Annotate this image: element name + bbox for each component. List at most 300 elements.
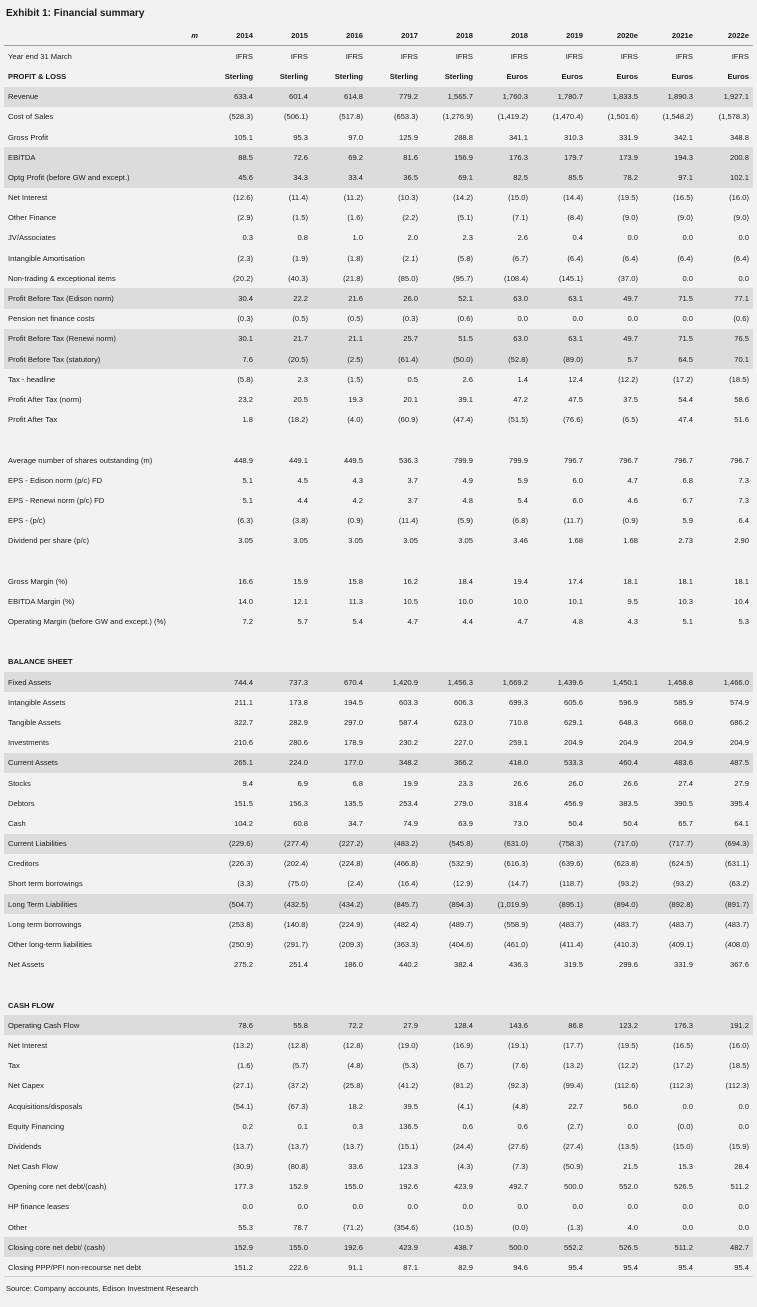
value-cell: [587, 995, 642, 1015]
value-cell: 3.05: [458, 536, 473, 546]
value-cell: 1,669.2: [477, 672, 532, 692]
value-cell: (504.7): [202, 894, 257, 914]
row-unit-cell: [172, 450, 202, 470]
value-cell: (16.4): [398, 879, 418, 889]
value-cell: (631.0): [477, 834, 532, 854]
value-cell: 1,890.3: [642, 87, 697, 107]
row-label: Creditors: [8, 859, 39, 869]
table-row: [4, 1237, 753, 1257]
value-cell: 26.6: [623, 778, 638, 788]
value-cell: (9.0): [622, 213, 638, 223]
value-cell: (92.3): [508, 1081, 528, 1091]
row-unit-cell: [172, 1217, 202, 1237]
row-unit-cell: [172, 773, 202, 793]
value-cell: (12.9): [453, 879, 473, 889]
row-label: Gross Margin (%): [8, 576, 68, 586]
value-cell: 0.0: [517, 314, 528, 324]
value-cell: 0.0: [242, 1202, 253, 1212]
value-cell: 500.0: [477, 1237, 532, 1257]
value-cell: (24.4): [453, 1141, 473, 1151]
value-cell: (0.5): [292, 314, 308, 324]
value-cell: 4.2: [352, 495, 363, 505]
row-label: Short term borrowings: [8, 879, 83, 889]
value-cell: (277.4): [257, 834, 312, 854]
row-unit-cell: [172, 1015, 202, 1035]
value-cell: (9.0): [677, 213, 693, 223]
value-cell: [202, 652, 257, 672]
spacer-cell: [4, 632, 753, 652]
value-cell: 39.1: [458, 394, 473, 404]
value-cell: 63.0: [477, 329, 532, 349]
value-cell: 0.0: [627, 1121, 638, 1131]
value-cell: 204.9: [618, 738, 638, 748]
table-row: [4, 208, 753, 228]
value-cell: 1,927.1: [697, 87, 753, 107]
row-unit-cell: [172, 1136, 202, 1156]
value-cell: (434.2): [312, 894, 367, 914]
value-cell: 603.3: [398, 697, 418, 707]
value-cell: 7.6: [202, 349, 257, 369]
table-row: [4, 934, 753, 954]
value-cell: (1.5): [292, 213, 308, 223]
row-unit-cell: [172, 874, 202, 894]
value-cell: 97.1: [642, 167, 697, 187]
row-label: Net Capex: [8, 1081, 44, 1091]
value-cell: (13.2): [233, 1040, 253, 1050]
value-cell: 796.7: [673, 455, 693, 465]
value-cell: (229.6): [202, 834, 257, 854]
value-cell: [697, 652, 753, 672]
value-cell: 348.2: [367, 753, 422, 773]
value-cell: 15.9: [293, 576, 308, 586]
value-cell: (3.3): [237, 879, 253, 889]
value-cell: 22.7: [568, 1101, 583, 1111]
value-cell: 605.6: [563, 697, 583, 707]
value-cell: 1.68: [568, 536, 583, 546]
value-cell: (528.3): [228, 112, 253, 122]
row-label: PROFIT & LOSS: [8, 71, 67, 81]
value-cell: (9.0): [733, 213, 749, 223]
value-cell: 26.0: [367, 288, 422, 308]
row-unit-cell: [172, 410, 202, 430]
value-cell: 73.0: [513, 818, 528, 828]
value-cell: 18.4: [458, 576, 473, 586]
value-cell: 3.05: [238, 536, 253, 546]
value-cell: 58.6: [734, 394, 749, 404]
value-cell: 796.7: [729, 455, 749, 465]
table-row: [4, 450, 753, 470]
value-cell: (410.3): [613, 940, 638, 950]
value-cell: 1,780.7: [532, 87, 587, 107]
table-row: [4, 531, 753, 551]
value-cell: 449.1: [288, 455, 308, 465]
value-cell: Sterling: [224, 71, 253, 81]
value-cell: 86.8: [532, 1015, 587, 1035]
section-header-row: [4, 66, 753, 86]
value-cell: 28.4: [734, 1162, 749, 1172]
value-cell: (482.4): [393, 919, 418, 929]
value-cell: 1.4: [517, 374, 528, 384]
value-cell: 0.6: [517, 1121, 528, 1131]
value-cell: 629.1: [563, 717, 583, 727]
row-unit-cell: [172, 208, 202, 228]
value-cell: 0.0: [352, 1202, 363, 1212]
table-row: [4, 228, 753, 248]
row-unit-cell: [172, 248, 202, 268]
value-cell: (14.7): [508, 879, 528, 889]
value-cell: 55.8: [257, 1015, 312, 1035]
row-label: EBITDA: [4, 147, 172, 167]
row-unit-cell: [172, 854, 202, 874]
value-cell: (1.6): [347, 213, 363, 223]
value-cell: 0.0: [738, 1121, 749, 1131]
value-cell: 151.2: [233, 1263, 253, 1273]
value-cell: 487.5: [697, 753, 753, 773]
year-header: 2015: [257, 25, 312, 46]
value-cell: 23.2: [238, 394, 253, 404]
value-cell: IFRS: [455, 51, 473, 61]
value-cell: 710.8: [508, 717, 528, 727]
value-cell: Sterling: [389, 71, 418, 81]
value-cell: 51.5: [422, 329, 477, 349]
table-row: [4, 1177, 753, 1197]
value-cell: 63.0: [477, 288, 532, 308]
value-cell: 224.0: [257, 753, 312, 773]
value-cell: 279.0: [453, 798, 473, 808]
value-cell: 155.0: [343, 1182, 363, 1192]
value-cell: (15.0): [673, 1141, 693, 1151]
value-cell: 20.1: [403, 394, 418, 404]
value-cell: (14.4): [563, 193, 583, 203]
value-cell: (717.7): [642, 834, 697, 854]
value-cell: 5.9: [682, 516, 693, 526]
value-cell: (80.8): [288, 1162, 308, 1172]
row-unit-cell: [172, 995, 202, 1015]
value-cell: 178.9: [343, 738, 363, 748]
value-cell: 55.3: [238, 1222, 253, 1232]
row-label: Profit Before Tax (statutory): [4, 349, 172, 369]
value-cell: 0.0: [738, 1222, 749, 1232]
table-row: [4, 692, 753, 712]
value-cell: 71.5: [642, 288, 697, 308]
value-cell: 383.5: [618, 798, 638, 808]
value-cell: (16.0): [729, 193, 749, 203]
value-cell: (517.8): [338, 112, 363, 122]
value-cell: 492.7: [508, 1182, 528, 1192]
value-cell: 3.05: [293, 536, 308, 546]
row-label: Revenue: [4, 87, 172, 107]
value-cell: 18.1: [678, 576, 693, 586]
value-cell: 4.4: [297, 495, 308, 505]
spacer-row: [4, 430, 753, 450]
value-cell: 5.9: [517, 475, 528, 485]
table-row: [4, 712, 753, 732]
value-cell: 176.3: [477, 147, 532, 167]
row-unit-cell: [172, 107, 202, 127]
table-row: [4, 410, 753, 430]
value-cell: 39.5: [403, 1101, 418, 1111]
value-cell: Euros: [727, 71, 749, 81]
row-label: BALANCE SHEET: [8, 657, 73, 667]
value-cell: (0.9): [622, 516, 638, 526]
value-cell: 0.0: [627, 314, 638, 324]
value-cell: (227.2): [312, 834, 367, 854]
value-cell: (21.8): [343, 273, 363, 283]
value-cell: 102.1: [697, 167, 753, 187]
value-cell: (0.0): [677, 1121, 693, 1131]
value-cell: 1,466.0: [697, 672, 753, 692]
table-row: [4, 1035, 753, 1055]
row-label: EPS - Edison norm (p/c) FD: [8, 475, 103, 485]
value-cell: Euros: [616, 71, 638, 81]
table-row: [4, 955, 753, 975]
value-cell: 601.4: [257, 87, 312, 107]
row-label: Closing core net debt/ (cash): [4, 1237, 172, 1257]
value-cell: 6.8: [682, 475, 693, 485]
value-cell: (623.8): [613, 859, 638, 869]
value-cell: (2.1): [402, 253, 418, 263]
value-cell: 50.4: [568, 818, 583, 828]
value-cell: 27.9: [734, 778, 749, 788]
value-cell: 4.8: [572, 617, 583, 627]
value-cell: 2.73: [678, 536, 693, 546]
value-cell: 23.3: [458, 778, 473, 788]
value-cell: 1.8: [242, 415, 253, 425]
value-cell: 280.6: [288, 738, 308, 748]
value-cell: 0.0: [682, 233, 693, 243]
table-row: [4, 874, 753, 894]
table-row: [4, 87, 753, 107]
value-cell: 606.3: [453, 697, 473, 707]
value-cell: 97.0: [348, 132, 363, 142]
spacer-row: [4, 975, 753, 995]
value-cell: (1,019.9): [477, 894, 532, 914]
row-label: Cost of Sales: [8, 112, 54, 122]
value-cell: 614.8: [312, 87, 367, 107]
value-cell: (408.0): [724, 940, 749, 950]
value-cell: (118.7): [559, 879, 583, 889]
value-cell: (11.4): [398, 516, 418, 526]
value-cell: 526.5: [587, 1237, 642, 1257]
value-cell: 0.0: [572, 1202, 583, 1212]
value-cell: 526.5: [673, 1182, 693, 1192]
value-cell: 5.7: [297, 617, 308, 627]
row-label: Tax - headline: [8, 374, 56, 384]
value-cell: 64.1: [734, 818, 749, 828]
value-cell: 65.7: [678, 818, 693, 828]
value-cell: (631.1): [724, 859, 749, 869]
row-unit-cell: [172, 127, 202, 147]
row-unit-cell: [172, 611, 202, 631]
row-unit-cell: [172, 309, 202, 329]
value-cell: 438.7: [422, 1237, 477, 1257]
value-cell: (1.6): [237, 1061, 253, 1071]
value-cell: 0.0: [682, 1202, 693, 1212]
value-cell: (4.8): [347, 1061, 363, 1071]
table-row: [4, 470, 753, 490]
spacer-cell: [4, 430, 753, 450]
row-label: Average number of shares outstanding (m): [8, 455, 153, 465]
header-row: [4, 25, 753, 46]
value-cell: 45.6: [202, 167, 257, 187]
row-label: Non-trading & exceptional items: [8, 273, 116, 283]
value-cell: 500.0: [563, 1182, 583, 1192]
value-cell: 423.9: [367, 1237, 422, 1257]
row-unit-cell: [172, 672, 202, 692]
value-cell: 128.4: [422, 1015, 477, 1035]
value-cell: 699.3: [508, 697, 528, 707]
row-label: Net Cash Flow: [8, 1162, 58, 1172]
year-header: 2019: [532, 25, 587, 46]
value-cell: (532.9): [448, 859, 473, 869]
value-cell: 318.4: [508, 798, 528, 808]
value-cell: (27.1): [233, 1081, 253, 1091]
value-cell: 482.7: [697, 1237, 753, 1257]
value-cell: IFRS: [565, 51, 583, 61]
value-cell: (291.7): [283, 940, 308, 950]
value-cell: 16.6: [238, 576, 253, 586]
value-cell: 1,760.3: [477, 87, 532, 107]
row-label: HP finance leases: [8, 1202, 70, 1212]
row-label: Other: [8, 1222, 27, 1232]
value-cell: (12.2): [618, 374, 638, 384]
table-row: [4, 288, 753, 308]
value-cell: 4.7: [407, 617, 418, 627]
row-unit-cell: [172, 167, 202, 187]
value-cell: IFRS: [675, 51, 693, 61]
value-cell: (483.7): [668, 919, 693, 929]
value-cell: (6.4): [567, 253, 583, 263]
value-cell: 585.9: [673, 697, 693, 707]
value-cell: (224.9): [338, 919, 363, 929]
value-cell: (894.0): [587, 894, 642, 914]
value-cell: (112.3): [669, 1081, 693, 1091]
value-cell: (40.3): [288, 273, 308, 283]
value-cell: 78.7: [293, 1222, 308, 1232]
table-row: [4, 1136, 753, 1156]
row-unit-cell: [172, 1237, 202, 1257]
value-cell: 78.6: [202, 1015, 257, 1035]
table-row: [4, 571, 753, 591]
value-cell: 16.2: [403, 576, 418, 586]
year-header: 2020e: [587, 25, 642, 46]
row-unit-cell: [172, 66, 202, 86]
value-cell: (1,578.3): [718, 112, 749, 122]
value-cell: (4.8): [512, 1101, 528, 1111]
value-cell: 0.0: [682, 1222, 693, 1232]
value-cell: 319.5: [563, 960, 583, 970]
value-cell: 194.3: [642, 147, 697, 167]
year-header: 2018: [477, 25, 532, 46]
value-cell: 72.2: [312, 1015, 367, 1035]
value-cell: Sterling: [334, 71, 363, 81]
value-cell: (363.3): [393, 940, 418, 950]
value-cell: 5.7: [587, 349, 642, 369]
value-cell: (5.9): [457, 516, 473, 526]
table-row: [4, 813, 753, 833]
value-cell: 194.5: [343, 697, 363, 707]
value-cell: (12.6): [233, 193, 253, 203]
row-unit-cell: [172, 733, 202, 753]
value-cell: Sterling: [444, 71, 473, 81]
value-cell: 288.8: [453, 132, 473, 142]
value-cell: (15.1): [398, 1141, 418, 1151]
value-cell: (12.8): [343, 1040, 363, 1050]
value-cell: 50.4: [623, 818, 638, 828]
value-cell: 34.7: [348, 818, 363, 828]
value-cell: (895.1): [532, 894, 587, 914]
value-cell: 9.5: [627, 596, 638, 606]
value-cell: (16.9): [453, 1040, 473, 1050]
row-unit-cell: [172, 692, 202, 712]
table-row: [4, 854, 753, 874]
value-cell: 799.9: [453, 455, 473, 465]
value-cell: 0.3: [352, 1121, 363, 1131]
row-unit-cell: [172, 329, 202, 349]
value-cell: 251.4: [288, 960, 308, 970]
value-cell: 152.9: [288, 1182, 308, 1192]
value-cell: (694.3): [697, 834, 753, 854]
row-label: Net Interest: [8, 193, 48, 203]
year-header: 2021e: [642, 25, 697, 46]
row-unit-cell: [172, 1177, 202, 1197]
value-cell: 105.1: [233, 132, 253, 142]
value-cell: (112.6): [614, 1081, 638, 1091]
value-cell: 4.7: [517, 617, 528, 627]
row-label: Cash: [8, 818, 26, 828]
value-cell: (558.9): [503, 919, 528, 929]
value-cell: 5.4: [517, 495, 528, 505]
value-cell: 11.3: [348, 596, 363, 606]
value-cell: 779.2: [367, 87, 422, 107]
value-cell: 331.9: [618, 132, 638, 142]
value-cell: IFRS: [510, 51, 528, 61]
value-cell: 12.4: [568, 374, 583, 384]
value-cell: 52.1: [422, 288, 477, 308]
table-row: [4, 127, 753, 147]
value-cell: IFRS: [400, 51, 418, 61]
value-cell: 1,439.6: [532, 672, 587, 692]
value-cell: 51.6: [734, 415, 749, 425]
value-cell: 204.9: [673, 738, 693, 748]
value-cell: 0.6: [462, 1121, 473, 1131]
value-cell: 156.9: [422, 147, 477, 167]
value-cell: 192.6: [312, 1237, 367, 1257]
value-cell: (54.1): [233, 1101, 253, 1111]
value-cell: (27.6): [508, 1141, 528, 1151]
row-unit-cell: [172, 228, 202, 248]
value-cell: (5.1): [457, 213, 473, 223]
value-cell: 95.4: [734, 1263, 749, 1273]
row-label: Operating Cash Flow: [4, 1015, 172, 1035]
value-cell: 10.3: [678, 596, 693, 606]
value-cell: (7.3): [512, 1162, 528, 1172]
value-cell: 95.4: [568, 1263, 583, 1273]
value-cell: (76.6): [563, 415, 583, 425]
value-cell: (11.4): [288, 193, 308, 203]
value-cell: 63.1: [532, 329, 587, 349]
row-unit-cell: [172, 369, 202, 389]
value-cell: 176.3: [642, 1015, 697, 1035]
value-cell: 633.4: [202, 87, 257, 107]
value-cell: 0.0: [682, 1101, 693, 1111]
value-cell: 623.0: [453, 717, 473, 727]
value-cell: (11.2): [343, 193, 363, 203]
row-unit-cell: [172, 571, 202, 591]
table-row: [4, 369, 753, 389]
value-cell: 3.7: [407, 475, 418, 485]
value-cell: 19.9: [403, 778, 418, 788]
